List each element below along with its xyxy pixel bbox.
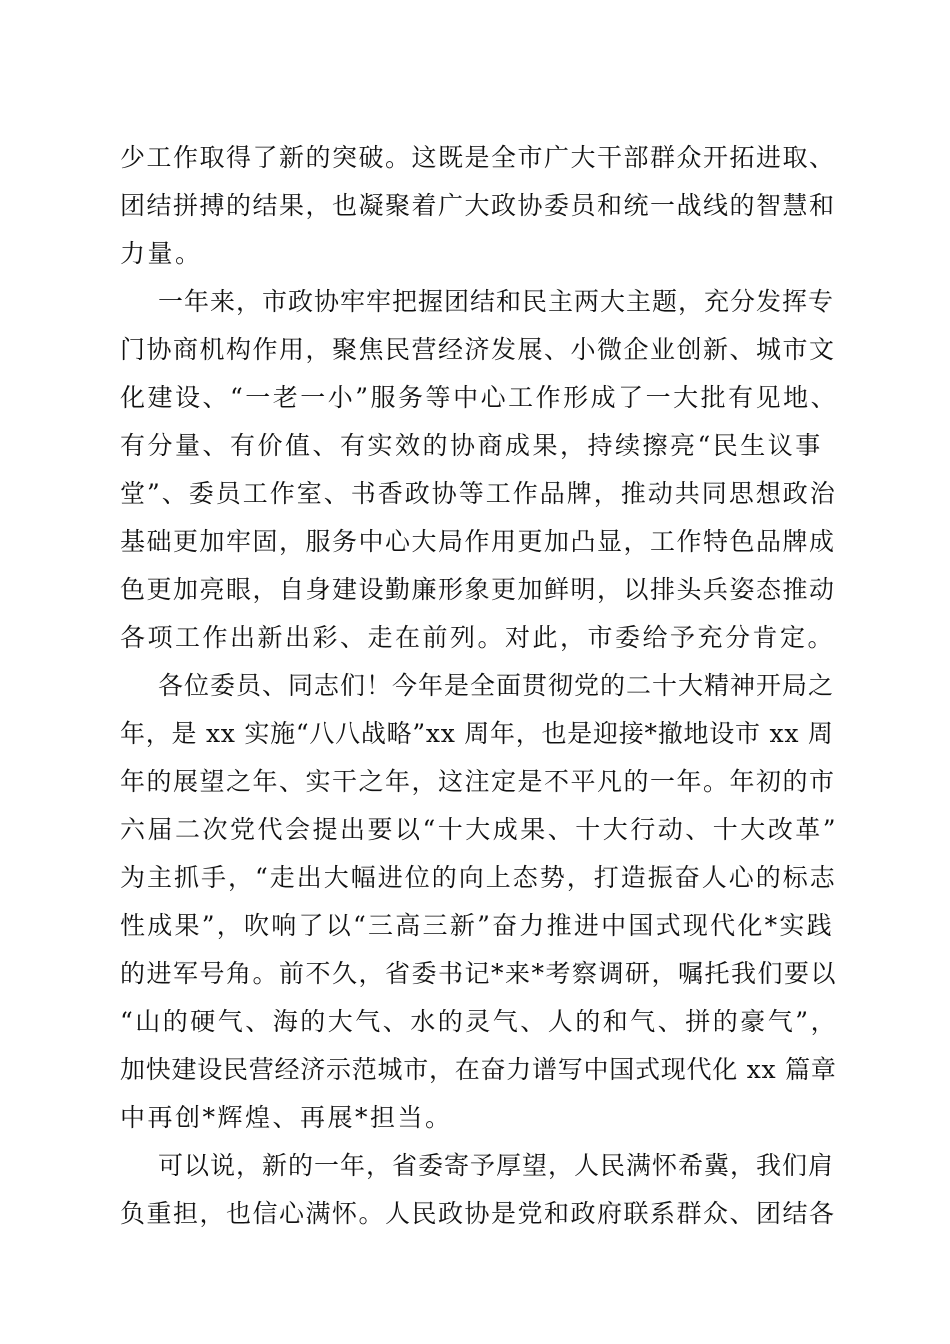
paragraph-3-line-5: 为主抓手，“走出大幅进位的向上态势，打造振奋人心的标志 (120, 863, 837, 892)
paragraph-3-line-6: 性成果”，吹响了以“三高三新”奋力推进中国式现代化*实践 (120, 911, 834, 940)
paragraph-3-line-7: 的进军号角。前不久，省委书记*来*考察调研，嘱托我们要以 (120, 959, 838, 988)
paragraph-2-line-3: 化建设、“一老一小”服务等中心工作形成了一大批有见地、 (120, 383, 839, 412)
paragraph-2-line-7: 色更加亮眼，自身建设勤廉形象更加鲜明，以排头兵姿态推动 (120, 575, 836, 604)
paragraph-2-line-1: 一年来，市政协牢牢把握团结和民主两大主题，充分发挥专 (158, 287, 835, 316)
paragraph-1-line-3: 力量。 (120, 239, 203, 268)
paragraph-2-line-8: 各项工作出新出彩、走在前列。对此，市委给予充分肯定。 (120, 623, 836, 652)
paragraph-4-line-2: 负重担，也信心满怀。人民政协是党和政府联系群众、团结各 (120, 1199, 836, 1228)
paragraph-3-line-9: 加快建设民营经济示范城市，在奋力谱写中国式现代化 xx 篇章 (120, 1055, 837, 1084)
paragraph-1-line-1: 少工作取得了新的突破。这既是全市广大干部群众开拓进取、 (120, 143, 836, 172)
paragraph-3-line-3: 年的展望之年、实干之年，这注定是不平凡的一年。年初的市 (120, 767, 836, 796)
paragraph-2-line-2: 门协商机构作用，聚焦民营经济发展、小微企业创新、城市文 (120, 335, 836, 364)
paragraph-3-line-10: 中再创*辉煌、再展*担当。 (120, 1103, 453, 1132)
paragraph-1-line-2: 团结拼搏的结果，也凝聚着广大政协委员和统一战线的智慧和 (120, 191, 836, 220)
paragraph-2-line-6: 基础更加牢固，服务中心大局作用更加凸显，工作特色品牌成 (120, 527, 836, 556)
paragraph-4-line-1: 可以说，新的一年，省委寄予厚望，人民满怀希冀，我们肩 (158, 1151, 835, 1180)
paragraph-2-line-5: 堂”、委员工作室、书香政协等工作品牌，推动共同思想政治 (120, 479, 837, 508)
paragraph-3-line-1: 各位委员、同志们！今年是全面贯彻党的二十大精神开局之 (158, 671, 835, 700)
paragraph-2-line-4: 有分量、有价值、有实效的协商成果，持续擦亮“民生议事 (120, 431, 823, 460)
paragraph-3-line-4: 六届二次党代会提出要以“十大成果、十大行动、十大改革” (120, 815, 839, 844)
paragraph-3-line-2: 年，是 xx 实施“八八战略”xx 周年，也是迎接*撤地设市 xx 周 (120, 719, 834, 748)
paragraph-3-line-8: “山的硬气、海的大气、水的灵气、人的和气、拼的豪气”， (120, 1007, 839, 1036)
